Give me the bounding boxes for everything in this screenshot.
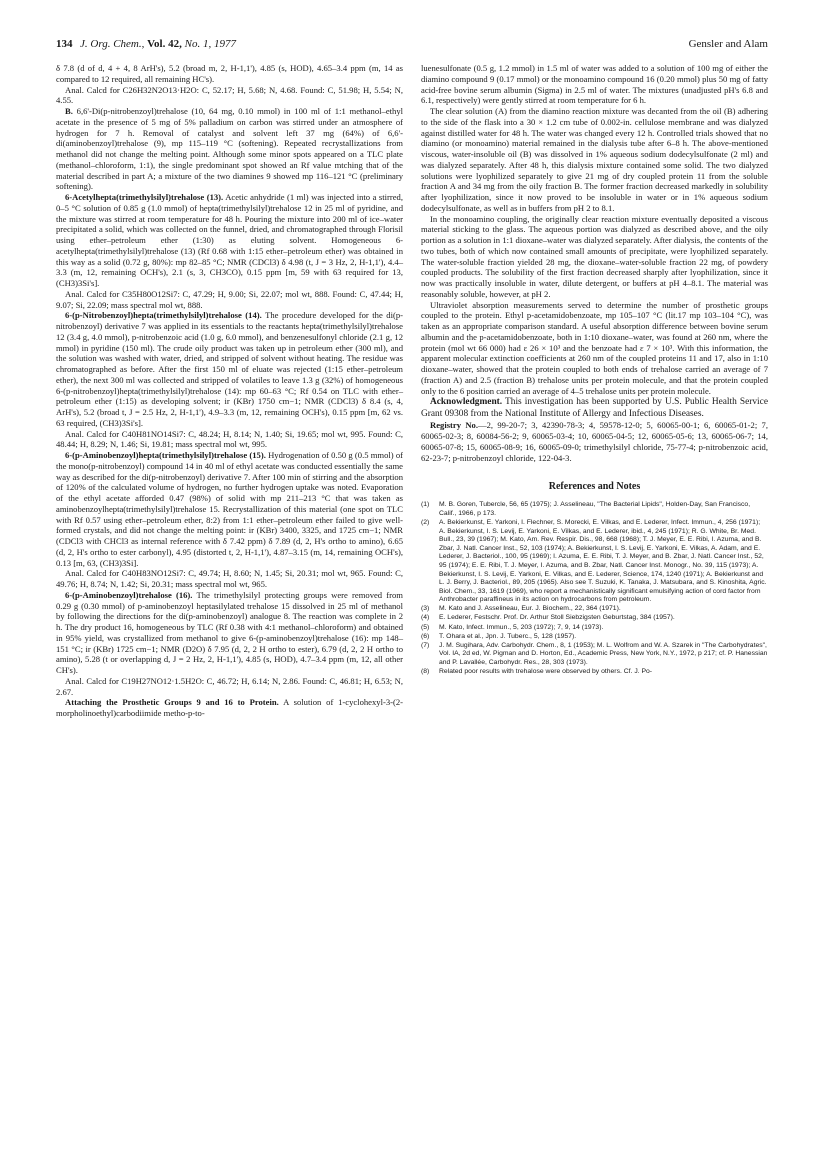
section-heading: Attaching the Prosthetic Groups 9 and 16 to Protein.	[65, 697, 279, 708]
reference-text: M. B. Goren, Tubercle, 56, 65 (1975); J. Asselineau, "The Bacterial Lipids", Holden-Day, San Francisco, Calif., 1966, p 173.	[439, 501, 751, 517]
paragraph: 6-Acetylhepta(trimethylsilyl)trehalose (13). Acetic anhydride (1 ml) was injected into a stirred, 0–5 °C solution of 0.85 g (1.0 mmol) of hepta(trimethylsilyl)trehalose 12 in 25 ml of pyridine, and the mixture was stirred at room temperature for 48 h. Pouring the mixture into 200 ml of ice–water precipitated a solid, which was collected on the funnel, dried, and chromatographed through Florisil using ether–petroleum ether (1:30) as eluting solvent. Homogeneous 6-acetylhepta(trimethylsilyl)trehalose (13) (Rf 0.68 with 1:15 ether–petroleum ether) was obtained in this way as a solid (0.72 g, 80%): mp 82–85 °C; NMR (CDCl3) δ 4.98 (t, J = 3 Hz, 2, H-1,1'), 4.4–3.3 (m, 12, remaining OCH's), 2.1 (s, 3, CH3CO), 0.15 ppm [m, 59 with 63 required for 13, (CH3)3Si's].	[56, 192, 403, 288]
section-heading: B.	[65, 106, 73, 116]
reference-item	[421, 642, 768, 668]
reference-text: Related poor results with trehalose were observed by others. Cf. J. Po-	[439, 668, 653, 676]
paragraph: Ultraviolet absorption measurements served to determine the number of prosthetic groups coupled to the protein. Ethyl p-acetamidobenzoate, mp 105–107 °C (lit.17 mp 103–104 °C), was taken as an appropriate comparison standard. A useful absorption difference between bovine serum albumin and the p-acetamidobenzoate, both in 1:10 dioxane–water, was found at 260 nm, where the protein (mol wt 66 000) had ε 26 × 10³ and the benzoate had ε 7 × 10³. With this information, the apparent molecular extinction coefficients at 260 nm of the coupled proteins 11 and 17, also in 1:10 dioxane–water, showed that the protein coupled to both ends of trehalose carried an average of 7 (fraction A) and 2.5 (fraction B) trehalose units per protein molecule, and that the protein coupled only to the 6 position carried an average of 4–5 trehalose units per protein molecule.	[421, 299, 768, 396]
registry-heading: Registry No.	[430, 420, 478, 431]
analysis-paragraph: Anal. Calcd for C26H32N2O13·H2O: C, 52.17; H, 5.68; N, 4.68. Found: C, 51.98; H, 5.54; N, 4.55.	[56, 84, 403, 106]
paragraph: Attaching the Prosthetic Groups 9 and 16 to Protein. A solution of 1-cyclohexyl-3-(2-morpholinoethyl)carbodiimide metho-p-to-	[56, 697, 403, 718]
analysis-paragraph: Anal. Calcd for C40H83NO12Si7: C, 49.74; H, 8.60; N, 1.45; Si, 20.31; mol wt, 965. Found: C, 49.76; H, 8.74; N, 1.42; Si, 20.31; mass spectral mol wt, 965.	[56, 568, 403, 589]
reference-number: (1)	[421, 501, 430, 509]
section-heading: 6-(p-Nitrobenzoyl)hepta(trimethylsilyl)trehalose (14).	[65, 310, 262, 321]
reference-text: T. Ohara et al., Jpn. J. Tuberc., 5, 128 (1957).	[439, 632, 577, 640]
journal-citation: J. Org. Chem., Vol. 42, No. 1, 1977	[80, 38, 236, 50]
paragraph: luenesulfonate (0.5 g, 1.2 mmol) in 1.5 ml of water was added to a solution of 100 mg of either the diamino compound 9 (0.17 mmol) or the monoamino compound 16 (0.20 mmol) plus 50 mg of fatty acid-free bovine serum albumin (Sigma) in 2.5 ml of water. The mixtures (unadjusted pH's 6.8 and 6.1, respectively) were gently stirred at room temperature for 6 h.	[421, 63, 768, 106]
reference-number: (4)	[421, 614, 430, 622]
reference-item	[421, 624, 768, 633]
analysis-paragraph: Anal. Calcd for C35H80O12Si7: C, 47.29; H, 9.00; Si, 22.07; mol wt, 888. Found: C, 47.44; H, 9.07; Si, 22.09; mass spectral mol wt, 888.	[56, 288, 403, 310]
section-heading: 6-(p-Aminobenzoyl)trehalose (16).	[65, 589, 193, 600]
paragraph: 6-(p-Aminobenzoyl)trehalose (16). The trimethylsilyl protecting groups were removed from 0.29 g (0.30 mmol) of p-aminobenzoyl heptasilylated trehalose 15 dissolved in 25 ml of methanol by following the directions for the di(p-aminobenzoyl) analogue 8. The reaction was complete in 2 h. The dry product 16, homogeneous by TLC (Rf 0.38 with 4:1 methanol–chloroform) and obtained in 95% yield, was crystallized from methanol to give 6-(p-aminobenzoyl)trehalose (16): mp 148–151 °C; ir (KBr) 1725 cm−1; NMR (D2O) δ 7.95 (d, 2, 2 H ortho to ester), 6.79 (d, 2, 2 H ortho to amino), 5.28 (t or overlapping d, J = 2 Hz, 2, H-1,1'), 4.85 (s, HOD), 4.7–3.4 ppm (m, 12, all other CH's).	[56, 589, 403, 675]
section-heading: 6-Acetylhepta(trimethylsilyl)trehalose (13).	[65, 192, 224, 202]
page-number: 134	[56, 38, 73, 50]
reference-number: (2)	[421, 518, 430, 526]
reference-item	[421, 614, 768, 623]
reference-item	[421, 668, 768, 677]
reference-text: A. Bekierkunst, E. Yarkoni, I. Flechner, S. Morecki, E. Vilkas, and E. Lederer, Infect. Immun., 4, 256 (1971); A. Bekierkunst, I. S. Levij, E. Yarkoni, E. Vilkas, and E. Lederer, ibid., 4, 245 (1971); R. G. White, Br. Med. Bull., 23, 39 (1967); M. Kato, Am. Rev. Respir. Dis., 98, 668 (1968); T. J. Meyer, E. E. Ribi, I. Azuma, and B. Zbar, J. Natl. Cancer Inst., 52, 103 (1974); A. Bekierkunst, I. S. Levij, E. Yarkoni, E. Vilkas, A. Adam, and E. Lederer, J. Bacteriol., 100, 95 (1969); I. Azuma, E. E. Ribi, T. J. Meyer, and B. Zbar, J. Natl. Cancer Inst., 52, 95 (1974); E. E. Ribi, T. J. Meyer, I. Azuma, and B. Zbar, Natl. Cancer Inst. Monogr., No. 39, 115 (1973); A. Bekierkunst, I. S. Levij, E. Yarkoni, E. Vilkas, and E. Lederer, Science, 174, 1240 (1971); A. Bekierkunst and L. J. Berry, J. Bacteriol., 89, 205 (1965). Also see T. Suzuki, K. Tanaka, J. Matsubara, and S. Kinoshita, Agric. Biol. Chem., 33, 1619 (1969), who report a mechanistically significant emulsifying action of cord factor from Anthrobacter paraffineus in its action on hydrocarbons from petroleum.	[439, 518, 767, 604]
page-header	[56, 38, 768, 54]
acknowledgment: Acknowledgment. This investigation has been supported by U.S. Public Health Service Grant 09308 from the National Institute of Allergy and Infectious Diseases.	[421, 397, 768, 420]
paragraph: In the monoamino coupling, the originally clear reaction mixture eventually deposited a viscous material sticking to the glass. The aqueous portion was dialyzed as described above, and the oily portion as a solution in 1:1 dioxane–water was dialyzed separately. After dialysis, the contents of the two tubes, both of which now contained small amounts of precipitate, were lyophilized separately. The water-soluble fraction yielded 28 mg, the dioxane–water-soluble fraction 22 mg, of powdery coupled products. The solubility of the first fraction decreased sharply after lyophilization, since it now was practically insoluble in water, dilute detergent, or buffers at pH 4–8.1. The material was reasonably soluble, however, at pH 2.	[421, 213, 768, 299]
paragraph: 6-(p-Aminobenzoyl)hepta(trimethylsilyl)trehalose (15). Hydrogenation of 0.50 g (0.5 mmol) of the mono(p-nitrobenzoyl) compound 14 in 40 ml of ethyl acetate was conducted essentially the same way as described for the di(p-nitrobenzoyl) derivative 7. After 100 min of stirring and the absorption of 120% of the calculated volume of hydrogen, no further hydrogen uptake was noted. Evaporation of the ethyl acetate afforded 0.47 (98%) of solid with mp 211–213 °C that was taken as aminobenzoylhepta(trimethylsilyl)trehalose 15. Recrystallization of this material (one spot on TLC with Rf 0.57 using ether–petroleum ether, 8:2) from 1:1 ether–petroleum ether failed to give well-formed crystals, and did not change the melting point: ir (KBr) 3400, 3325, and 1725 cm−1; NMR (CDCl3 with CHCl3 as internal reference with δ 7.42 ppm) δ 7.89 (d, 2, H's ortho to amino), 6.65 (d, 2, H's ortho to ester carbonyl), 4.95 (distorted t, 2, H-1,1'), 4.87–3.15 (m, 14, remaining OCH's), 0.13 [m, 63, (CH3)3Si].	[56, 450, 404, 568]
reference-number: (6)	[421, 632, 430, 640]
reference-number: (3)	[421, 605, 430, 613]
reference-item	[421, 501, 768, 518]
reference-text: M. Kato and J. Asselineau, Eur. J. Biochem., 22, 364 (1971).	[439, 605, 621, 613]
paragraph: 6-(p-Nitrobenzoyl)hepta(trimethylsilyl)trehalose (14). The procedure developed for the di(p-nitrobenzoyl) derivative 7 was applied in its essentials to the reactants hepta(trimethylsilyl)trehalose 12 (3.4 g, 4.0 mmol), p-nitrobenzoic acid (1.0 g, 6.0 mmol), and benzenesulfonyl chloride (2.1 g, 12 mmol) in pyridine (150 ml). The crude oily product was taken up in petroleum ether (300 ml), and the solution was washed with water, dried, and stripped of solvent without heating. The residue was chromatographed as before. After the first 150 ml of eluate was rejected (1:15 ether–petroleum ether), the next 300 ml was collected and stripped of volatiles to leave 1.3 g (32%) of homogeneous 6-(p-nitrobenzoyl)hepta(trimethylsilyl)trehalose (14): mp 60–63 °C; Rf 0.54 on TLC with ether–petroleum ether (1:15) as developing solvent; ir (KBr) 1750 cm−1; NMR (CDCl3) δ 8.4 (s, 4, ArH's), 5.2 (broad t, J = 2.5 Hz, 2, H-1,1'), 4.9–3.3 (m, 12, remaining OCH's), 0.15 ppm [m, 62 vs. 63 required, (CH3)3Si's].	[56, 310, 403, 428]
paragraph: The clear solution (A) from the diamino reaction mixture was decanted from the oil (B) adhering to the side of the flask into a 30 × 1.2 cm tube of 0.002-in. cellulose membrane and was dialyzed against distilled water for 48 h. The water was changed every 12 h. Controlled trials showed that no diamino (or monoamino) material remained in the dialysis tube after 6–8 h. The above-mentioned viscous, water-insoluble oil (B) was dissolved in 1% aqueous sodium dodecylsulfonate (2 ml) and was dialyzed separately. After 48 h, this dialysis mixture contained some solid. The two dialyzed solutions were lyophilized separately to give 21 mg of dry coupled protein 11 from the soluble fraction A and 34 mg from the oily fraction B. The former fraction decreased markedly in solubility after lyophilization, since it now proved to be insoluble in water or in 1% aqueous sodium dodecylsulfonate, as well as in buffers from pH 2 to 8.1.	[421, 106, 768, 213]
registry-numbers: Registry No.—2, 99-20-7; 3, 42390-78-3; 4, 59578-12-0; 5, 60065-00-1; 6, 60065-01-2; 7, 60065-02-3; 8, 60084-56-2; 9, 60065-03-4; 10, 60065-04-5; 12, 60065-05-6; 13, 60065-06-7; 14, 60065-07-8; 15, 60065-08-9; 16, 60065-09-0; trimethylsilyl chloride, 75-77-4; p-nitrobenzoic acid, 62-23-7; p-nitrobenzoyl chloride, 122-04-3.	[421, 420, 768, 463]
analysis-paragraph: Anal. Calcd for C19H27NO12·1.5H2O: C, 46.72; H, 6.14; N, 2.86. Found: C, 46.81; H, 6.53; N, 2.67.	[56, 675, 403, 697]
section-heading: 6-(p-Aminobenzoyl)hepta(trimethylsilyl)trehalose (15).	[65, 450, 266, 460]
references-list	[421, 501, 768, 676]
paragraph: δ 7.8 (d of d, 4 + 4, 8 ArH's), 5.2 (broad m, 2, H-1,1'), 4.85 (s, HOD), 4.65–3.4 ppm (m, 14 as compared to 12 required, all remaining HC's).	[56, 63, 403, 84]
acknowledgment-heading: Acknowledgment.	[430, 397, 503, 408]
reference-text: M. Kato, Infect. Immun., 5, 203 (1972); 7, 9, 14 (1973).	[439, 623, 604, 631]
right-column	[421, 63, 768, 677]
reference-item	[421, 633, 768, 642]
reference-text: J. M. Sugihara, Adv. Carbohydr. Chem., 8, 1 (1953); M. L. Wolfrom and W. A. Szarek in "The Carbohydrates", Vol. IA, 2d ed, W. Pigman and D. Horton, Ed., Academic Press, New York, N.Y., 1972, p 217; cf. P. Hanessian and P. Lavallée, Carbohydr. Res., 28, 303 (1973).	[439, 641, 768, 666]
reference-item	[421, 605, 768, 614]
references-title: References and Notes	[548, 481, 641, 493]
reference-number: (5)	[421, 623, 430, 631]
running-authors: Gensler and Alam	[688, 38, 768, 50]
reference-number: (8)	[421, 668, 430, 676]
reference-item	[421, 519, 768, 605]
reference-text: E. Lederer, Festschr. Prof. Dr. Arthur Stoll Siebzigsten Geburtstag, 384 (1957).	[439, 614, 675, 622]
reference-number: (7)	[421, 641, 430, 649]
paragraph: B. 6,6'-Di(p-nitrobenzoyl)trehalose (10, 64 mg, 0.10 mmol) in 100 ml of 1:1 methanol–ethyl acetate in the presence of 5 mg of 5% palladium on carbon was stirred under an atmosphere of hydrogen for 7 h. Removal of catalyst and solvent left 37 mg (64%) of 6,6'-di(aminobenzoyl)trehalose (9), mp 115–119 °C (softening). Repeated recrystallizations from methanol did not change the melting point. Although some minor spots appeared on a TLC plate (methanol–chloroform, 1:1), the single predominant spot showed an Rf value mtching that of the material described in part A; a mixture of the two diamines 9 showed mp 116–121 °C (preliminary softening).	[56, 106, 403, 192]
analysis-paragraph: Anal. Calcd for C40H81NO14Si7: C, 48.24; H, 8.14; N, 1.40; Si, 19.65; mol wt, 995. Found: C, 48.44; H, 8.29; N, 1.46; Si, 19.81; mass spectral mol wt, 995.	[56, 428, 403, 450]
left-column	[56, 63, 403, 719]
